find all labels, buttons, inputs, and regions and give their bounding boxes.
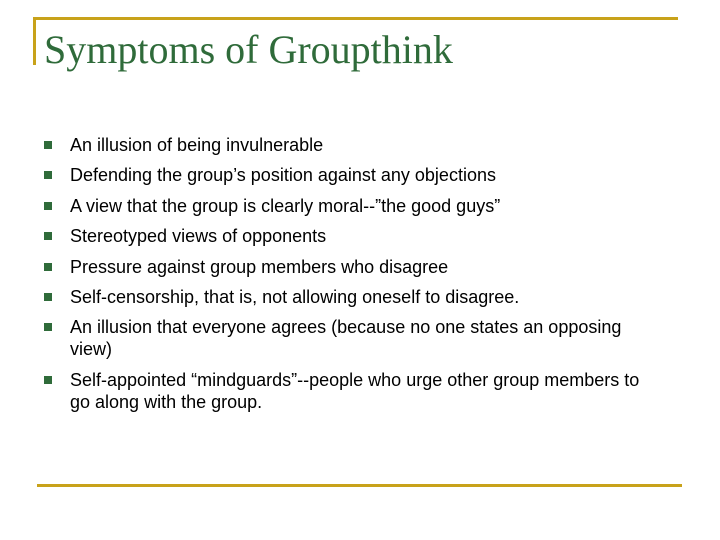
square-bullet-icon bbox=[44, 293, 52, 301]
bullet-text: Pressure against group members who disagree bbox=[70, 256, 449, 277]
square-bullet-icon bbox=[44, 202, 52, 210]
square-bullet-icon bbox=[44, 376, 52, 384]
square-bullet-icon bbox=[44, 263, 52, 271]
list-item bbox=[44, 191, 664, 221]
bullet-list bbox=[44, 130, 664, 417]
square-bullet-icon bbox=[44, 141, 52, 149]
bullet-text: A view that the group is clearly moral--”the good guys” bbox=[70, 195, 501, 216]
list-item bbox=[44, 221, 664, 251]
bullet-text: An illusion of being invulnerable bbox=[70, 135, 324, 155]
square-bullet-icon bbox=[44, 232, 52, 240]
bottom-accent-rule bbox=[37, 484, 682, 487]
bullet-text: An illusion that everyone agrees (because no one states an opposing view) bbox=[70, 317, 622, 360]
bullet-text: Defending the group’s position against any objections bbox=[70, 165, 496, 186]
list-item bbox=[44, 252, 664, 282]
bullet-text: Self-censorship, that is, not allowing oneself to disagree. bbox=[70, 286, 520, 307]
list-item bbox=[44, 160, 664, 190]
list-item bbox=[44, 312, 664, 364]
bullet-text: Stereotyped views of opponents bbox=[70, 226, 327, 247]
list-item bbox=[44, 282, 664, 312]
list-item bbox=[44, 365, 664, 417]
top-accent-rule bbox=[33, 17, 678, 20]
list-item bbox=[44, 130, 664, 160]
left-accent-rule bbox=[33, 17, 36, 65]
slide-title: Symptoms of Groupthink bbox=[44, 27, 453, 72]
bullet-text: Self-appointed “mindguards”--people who urge other group members to go along with the group. bbox=[70, 369, 640, 412]
square-bullet-icon bbox=[44, 171, 52, 179]
square-bullet-icon bbox=[44, 323, 52, 331]
